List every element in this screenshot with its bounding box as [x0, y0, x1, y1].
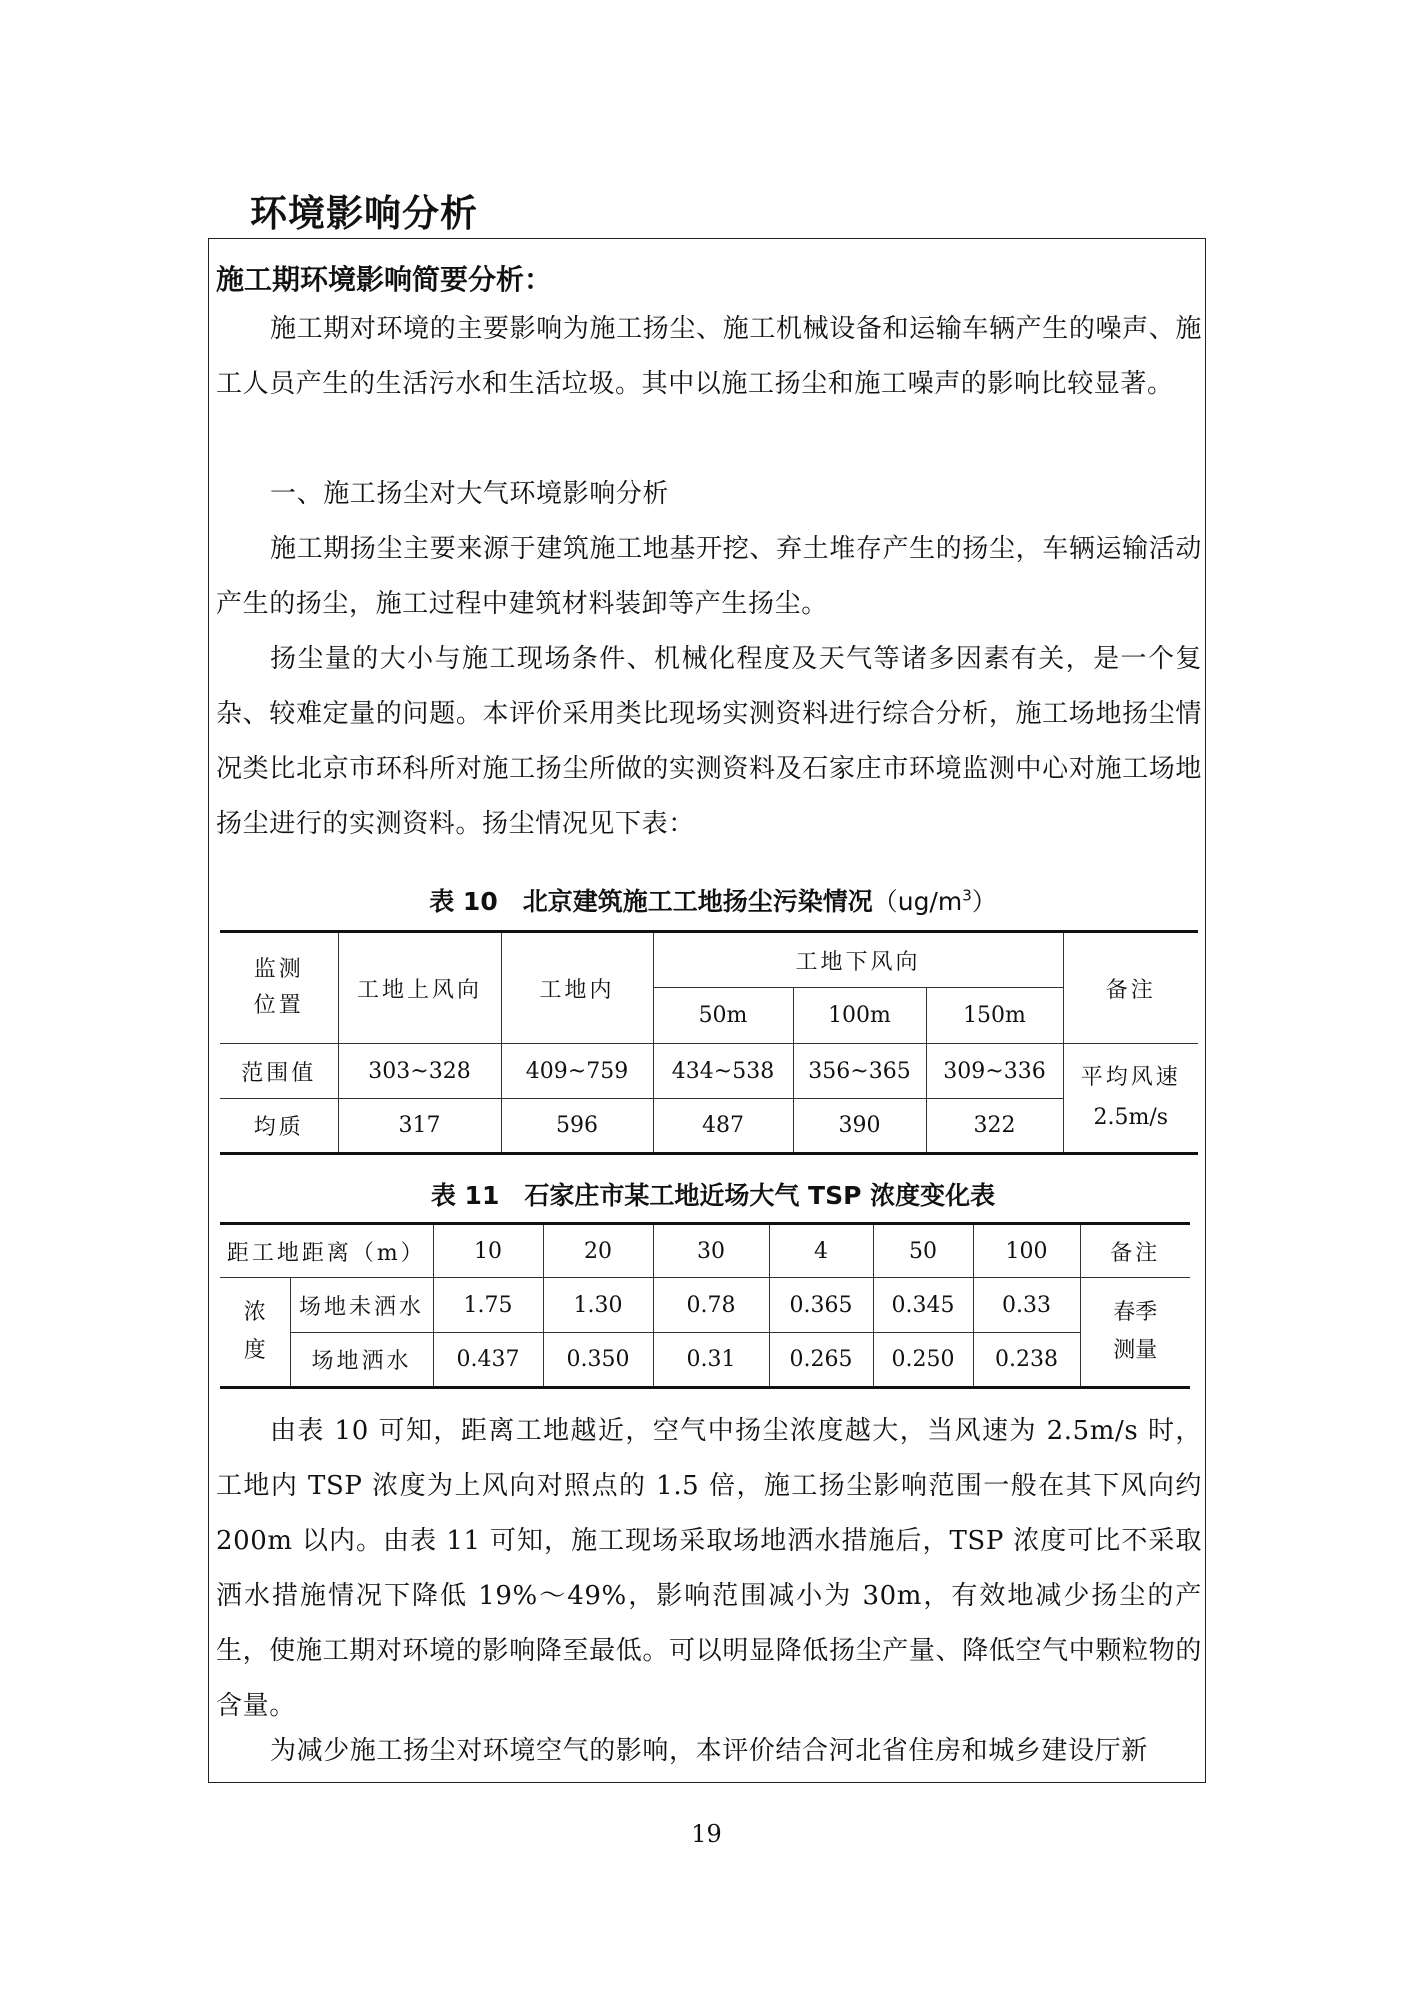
table11-cell: 1.30 [543, 1278, 653, 1333]
table11-cell: 0.437 [433, 1333, 543, 1388]
paragraph-mitigation: 为减少施工扬尘对环境空气的影响，本评价结合河北省住房和城乡建设厅新 [270, 1736, 1148, 1766]
table10-cell: 303~328 [338, 1044, 501, 1099]
table10-cell: 409~759 [501, 1044, 653, 1099]
table11-cell: 0.31 [653, 1333, 769, 1388]
paragraph-intro: 施工期对环境的主要影响为施工扬尘、施工机械设备和运输车辆产生的噪声、施工人员产生的生活污水和生活垃圾。其中以施工扬尘和施工噪声的影响比较显著。 [216, 314, 1202, 399]
table10-row-label: 均质 [220, 1099, 338, 1154]
table10 [220, 930, 1198, 1155]
table10-distance-cell: 150m [926, 988, 1063, 1044]
table11-cell: 0.265 [769, 1333, 873, 1388]
subsection-heading: 施工期环境影响简要分析： [216, 263, 553, 296]
table11-distance-cell: 4 [769, 1224, 873, 1278]
paragraph-dust-title: 一、施工扬尘对大气环境影响分析 [270, 479, 670, 509]
table11 [220, 1222, 1190, 1389]
table11-distance-cell: 100 [973, 1224, 1080, 1278]
table10-header-note: 备注 [1063, 932, 1198, 1044]
table11-distance-cell: 20 [543, 1224, 653, 1278]
table11-row-label: 场地未洒水 [290, 1278, 433, 1333]
table10-cell: 390 [793, 1099, 926, 1154]
section-heading: 环境影响分析 [250, 192, 478, 235]
table10-row-label: 范围值 [220, 1044, 338, 1099]
table10-note-cell [1063, 1044, 1198, 1154]
table10-note-line2: 2.5m/s [1093, 1105, 1169, 1130]
table10-note-line1: 平均风速 [1080, 1065, 1181, 1090]
table10-header-inside: 工地内 [501, 932, 653, 1044]
table11-cell: 0.365 [769, 1278, 873, 1333]
table11-header-note: 备注 [1080, 1224, 1190, 1278]
table11-distance-cell: 10 [433, 1224, 543, 1278]
table10-cell: 487 [653, 1099, 793, 1154]
table11-caption: 表 11 石家庄市某工地近场大气 TSP 浓度变化表 [430, 1181, 996, 1210]
table11-distance-cell: 30 [653, 1224, 769, 1278]
paragraph-dust-sources: 施工期扬尘主要来源于建筑施工地基开挖、弃土堆存产生的扬尘，车辆运输活动产生的扬尘，施工过程中建筑材料装卸等产生扬尘。 [216, 534, 1202, 619]
table11-header-distance: 距工地距离（m） [220, 1224, 433, 1278]
table10-header-location: 监测位置 [220, 932, 338, 1044]
table11-cell: 0.345 [873, 1278, 973, 1333]
table11-cell: 0.250 [873, 1333, 973, 1388]
table10-header-upwind: 工地上风向 [338, 932, 501, 1044]
table11-cell: 0.238 [973, 1333, 1080, 1388]
table10-cell: 322 [926, 1099, 1063, 1154]
table10-cell: 596 [501, 1099, 653, 1154]
table10-cell: 309~336 [926, 1044, 1063, 1099]
table10-cell: 434~538 [653, 1044, 793, 1099]
table10-distance-cell: 50m [653, 988, 793, 1044]
table11-cell: 0.350 [543, 1333, 653, 1388]
table11-cell: 0.78 [653, 1278, 769, 1333]
paragraph-conclusion: 由表 10 可知，距离工地越近，空气中扬尘浓度越大，当风速为 2.5m/s 时，工地内 TSP 浓度为上风向对照点的 1.5 倍，施工扬尘影响范围一般在其下风向约 200m 以内。由表 11 可知，施工现场采取场地洒水措施后，TSP 浓度可比不采取洒水措施情况下降低 19%～49%，影响范围减小为 30m，有效地减少扬尘的产生，使施工期对环境的影响降至最低。可以明显降低扬尘产量、降低空气中颗粒物的含量。 [216, 1416, 1202, 1721]
table11-cell: 0.33 [973, 1278, 1080, 1333]
table10-header-downwind: 工地下风向 [653, 932, 1063, 988]
paragraph-dust-analysis: 扬尘量的大小与施工现场条件、机械化程度及天气等诸多因素有关，是一个复杂、较难定量的问题。本评价采用类比现场实测资料进行综合分析，施工场地扬尘情况类比北京市环科所对施工扬尘所做的实测资料及石家庄市环境监测中心对施工场地扬尘进行的实测资料。扬尘情况见下表： [216, 644, 1202, 839]
table11-note-cell: 春季测量 [1080, 1278, 1190, 1388]
page-number: 19 [691, 1820, 722, 1848]
table11-distance-cell: 50 [873, 1224, 973, 1278]
table10-distance-cell: 100m [793, 988, 926, 1044]
table11-row-label: 场地洒水 [290, 1333, 433, 1388]
table10-caption: 表 10 北京建筑施工工地扬尘污染情况$(ug/m^3)$ [429, 886, 997, 916]
table11-cell: 1.75 [433, 1278, 543, 1333]
table11-conc-label: 浓度 [220, 1278, 290, 1388]
table10-cell: 356~365 [793, 1044, 926, 1099]
table10-cell: 317 [338, 1099, 501, 1154]
